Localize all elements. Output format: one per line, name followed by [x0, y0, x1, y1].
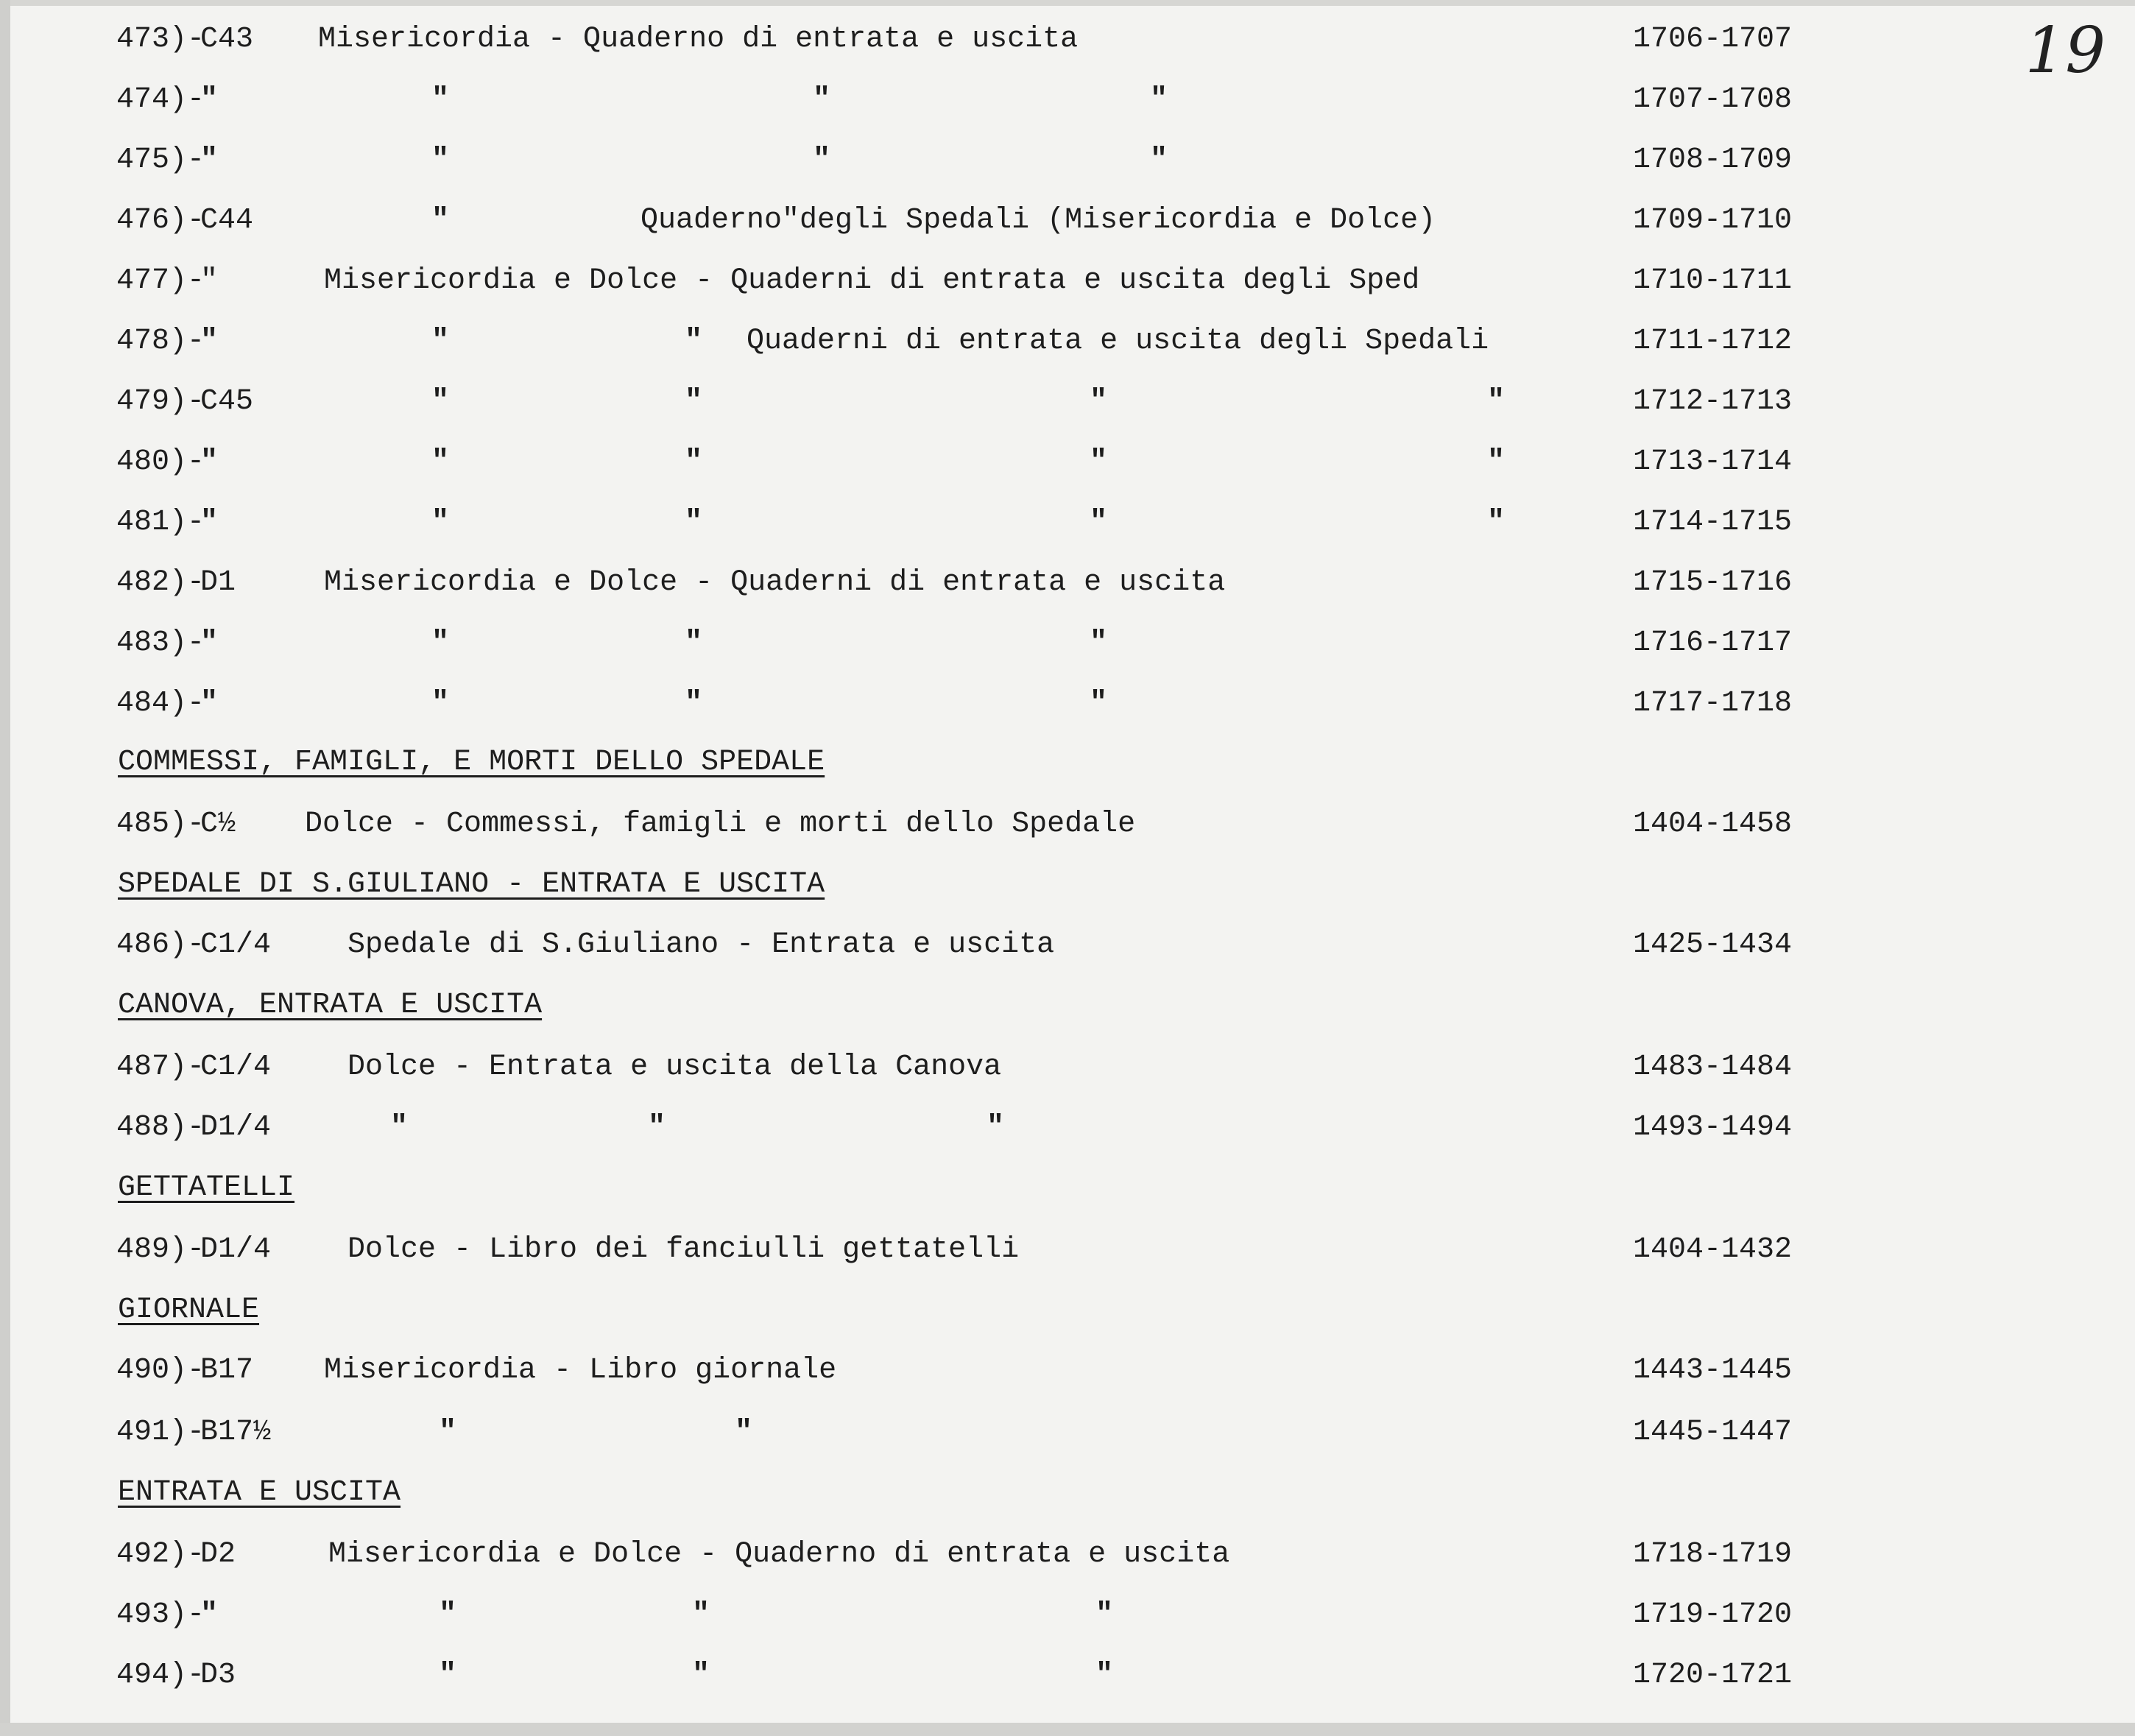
ditto-mark: " [431, 204, 450, 237]
ditto-mark: " [1487, 385, 1506, 418]
section-heading: ENTRATA E USCITA [118, 1476, 401, 1509]
entry-number: 490)- [116, 1354, 205, 1387]
ditto-mark: " [1095, 1659, 1114, 1692]
entry-date-range: 1483-1484 [1633, 1051, 1793, 1084]
entry-number: 473)- [116, 23, 205, 56]
inventory-entry [0, 316, 2135, 367]
scan-top-edge [0, 0, 2135, 6]
ditto-mark: " [200, 83, 219, 116]
entry-number: 486)- [116, 928, 205, 961]
entry-signature: D1/4 [200, 1111, 272, 1144]
ditto-mark: " [439, 1598, 457, 1631]
ditto-mark: " [1150, 144, 1168, 177]
entry-description: Quaderno"degli Spedali (Misericordia e Dolce) [640, 204, 1436, 237]
entry-number: 494)- [116, 1659, 205, 1692]
entry-date-range: 1425-1434 [1633, 928, 1793, 961]
entry-signature: D3 [200, 1659, 236, 1692]
scan-bottom-edge [0, 1723, 2135, 1736]
entry-signature: D1/4 [200, 1233, 272, 1266]
section-heading: GETTATELLI [118, 1171, 295, 1204]
ditto-mark: " [200, 144, 219, 177]
inventory-entry [0, 1042, 2135, 1093]
entry-date-range: 1493-1494 [1633, 1111, 1793, 1144]
entry-number: 491)- [116, 1416, 205, 1449]
ditto-mark: " [1150, 83, 1168, 116]
ditto-mark: " [1090, 445, 1108, 479]
entry-description: Dolce - Commessi, famigli e morti dello Spedale [305, 808, 1136, 841]
entry-number: 484)- [116, 687, 205, 720]
entry-date-range: 1712-1713 [1633, 385, 1793, 418]
ditto-mark: " [813, 83, 831, 116]
ditto-mark: " [200, 506, 219, 539]
inventory-entry [0, 135, 2135, 186]
ditto-mark: " [200, 445, 219, 479]
entry-signature: B17 [200, 1354, 254, 1387]
ditto-mark: " [200, 687, 219, 720]
page-number: 19 [2025, 14, 2106, 88]
entry-signature: C1/4 [200, 928, 272, 961]
entry-date-range: 1707-1708 [1633, 83, 1793, 116]
entry-date-range: 1715-1716 [1633, 566, 1793, 599]
inventory-entry [0, 255, 2135, 307]
ditto-mark: " [1090, 687, 1108, 720]
inventory-entry [0, 1345, 2135, 1397]
entry-description: Misericordia e Dolce - Quaderni di entrata e uscita [324, 566, 1226, 599]
entry-date-range: 1708-1709 [1633, 144, 1793, 177]
ditto-mark: " [390, 1111, 409, 1144]
inventory-entry [0, 1529, 2135, 1581]
ditto-mark: " [431, 385, 450, 418]
entry-date-range: 1719-1720 [1633, 1598, 1793, 1631]
inventory-entry [0, 920, 2135, 971]
entry-date-range: 1713-1714 [1633, 445, 1793, 479]
ditto-mark: " [648, 1111, 666, 1144]
inventory-entry [0, 1224, 2135, 1276]
entry-number: 487)- [116, 1051, 205, 1084]
inventory-entry [0, 195, 2135, 247]
ditto-mark: " [1090, 385, 1108, 418]
ditto-mark: " [1095, 1598, 1114, 1631]
ditto-mark: " [1090, 627, 1108, 660]
inventory-entry [0, 799, 2135, 850]
section-heading: CANOVA, ENTRATA E USCITA [118, 989, 543, 1022]
ditto-mark: " [431, 506, 450, 539]
inventory-entry [0, 1407, 2135, 1458]
entry-number: 483)- [116, 627, 205, 660]
entry-description: Dolce - Libro dei fanciulli gettatelli [347, 1233, 1020, 1266]
entry-number: 481)- [116, 506, 205, 539]
ditto-mark: " [692, 1598, 710, 1631]
entry-date-range: 1706-1707 [1633, 23, 1793, 56]
inventory-entry [0, 618, 2135, 669]
entry-signature: C45 [200, 385, 254, 418]
entry-number: 474)- [116, 83, 205, 116]
ditto-mark: " [439, 1659, 457, 1692]
entry-date-range: 1711-1712 [1633, 325, 1793, 358]
inventory-entry [0, 74, 2135, 126]
entry-signature: B17½ [200, 1416, 272, 1449]
ditto-mark: " [200, 627, 219, 660]
inventory-entry [0, 14, 2135, 66]
ditto-mark: " [431, 144, 450, 177]
ditto-mark: " [1090, 506, 1108, 539]
inventory-entry [0, 1589, 2135, 1641]
inventory-entry [0, 437, 2135, 488]
entry-number: 476)- [116, 204, 205, 237]
entry-number: 482)- [116, 566, 205, 599]
inventory-entry [0, 678, 2135, 730]
entry-signature: D1 [200, 566, 236, 599]
ditto-mark: " [685, 325, 703, 358]
inventory-entry [0, 1650, 2135, 1701]
entry-description: Dolce - Entrata e uscita della Canova [347, 1051, 1002, 1084]
ditto-mark: " [685, 687, 703, 720]
entry-date-range: 1404-1432 [1633, 1233, 1793, 1266]
entry-description: Quaderni di entrata e uscita degli Spedali [747, 325, 1489, 358]
entry-date-range: 1404-1458 [1633, 808, 1793, 841]
ditto-mark: " [735, 1416, 753, 1449]
entry-signature: C43 [200, 23, 254, 56]
ditto-mark: " [431, 83, 450, 116]
ditto-mark: " [1487, 506, 1506, 539]
ditto-mark: " [692, 1659, 710, 1692]
entry-number: 488)- [116, 1111, 205, 1144]
section-heading: COMMESSI, FAMIGLI, E MORTI DELLO SPEDALE [118, 746, 825, 779]
ditto-mark: " [987, 1111, 1005, 1144]
inventory-entry [0, 376, 2135, 428]
ditto-mark: " [200, 1598, 219, 1631]
entry-date-range: 1714-1715 [1633, 506, 1793, 539]
ditto-mark: " [1487, 445, 1506, 479]
ditto-mark: " [813, 144, 831, 177]
ditto-mark: " [431, 445, 450, 479]
entry-signature: C1/4 [200, 1051, 272, 1084]
section-heading: GIORNALE [118, 1294, 260, 1327]
entry-date-range: 1710-1711 [1633, 264, 1793, 297]
entry-number: 489)- [116, 1233, 205, 1266]
entry-description: Spedale di S.Giuliano - Entrata e uscita [347, 928, 1055, 961]
ditto-mark: " [685, 627, 703, 660]
entry-number: 478)- [116, 325, 205, 358]
inventory-entry [0, 497, 2135, 548]
inventory-entry [0, 557, 2135, 609]
entry-description: Misericordia e Dolce - Quaderno di entrata e uscita [328, 1538, 1230, 1571]
entry-number: 479)- [116, 385, 205, 418]
entry-date-range: 1718-1719 [1633, 1538, 1793, 1571]
entry-date-range: 1720-1721 [1633, 1659, 1793, 1692]
entry-date-range: 1717-1718 [1633, 687, 1793, 720]
entry-description: Misericordia - Quaderno di entrata e uscita [318, 23, 1079, 56]
entry-date-range: 1443-1445 [1633, 1354, 1793, 1387]
ditto-mark: " [685, 506, 703, 539]
entry-date-range: 1716-1717 [1633, 627, 1793, 660]
entry-number: 493)- [116, 1598, 205, 1631]
ditto-mark: " [431, 325, 450, 358]
entry-date-range: 1445-1447 [1633, 1416, 1793, 1449]
entry-description: Misericordia - Libro giornale [324, 1354, 837, 1387]
entry-signature: " [200, 264, 219, 297]
entry-number: 492)- [116, 1538, 205, 1571]
ditto-mark: " [431, 687, 450, 720]
section-heading: SPEDALE DI S.GIULIANO - ENTRATA E USCITA [118, 868, 825, 901]
ditto-mark: " [439, 1416, 457, 1449]
entry-number: 475)- [116, 144, 205, 177]
entry-number: 485)- [116, 808, 205, 841]
entry-signature: C½ [200, 808, 236, 841]
entry-signature: C44 [200, 204, 254, 237]
entry-number: 477)- [116, 264, 205, 297]
ditto-mark: " [685, 445, 703, 479]
entry-number: 480)- [116, 445, 205, 479]
inventory-entry [0, 1102, 2135, 1154]
entry-description: Misericordia e Dolce - Quaderni di entrata e uscita degli Sped [324, 264, 1420, 297]
ditto-mark: " [431, 627, 450, 660]
entry-date-range: 1709-1710 [1633, 204, 1793, 237]
ditto-mark: " [200, 325, 219, 358]
ditto-mark: " [685, 385, 703, 418]
entry-signature: D2 [200, 1538, 236, 1571]
